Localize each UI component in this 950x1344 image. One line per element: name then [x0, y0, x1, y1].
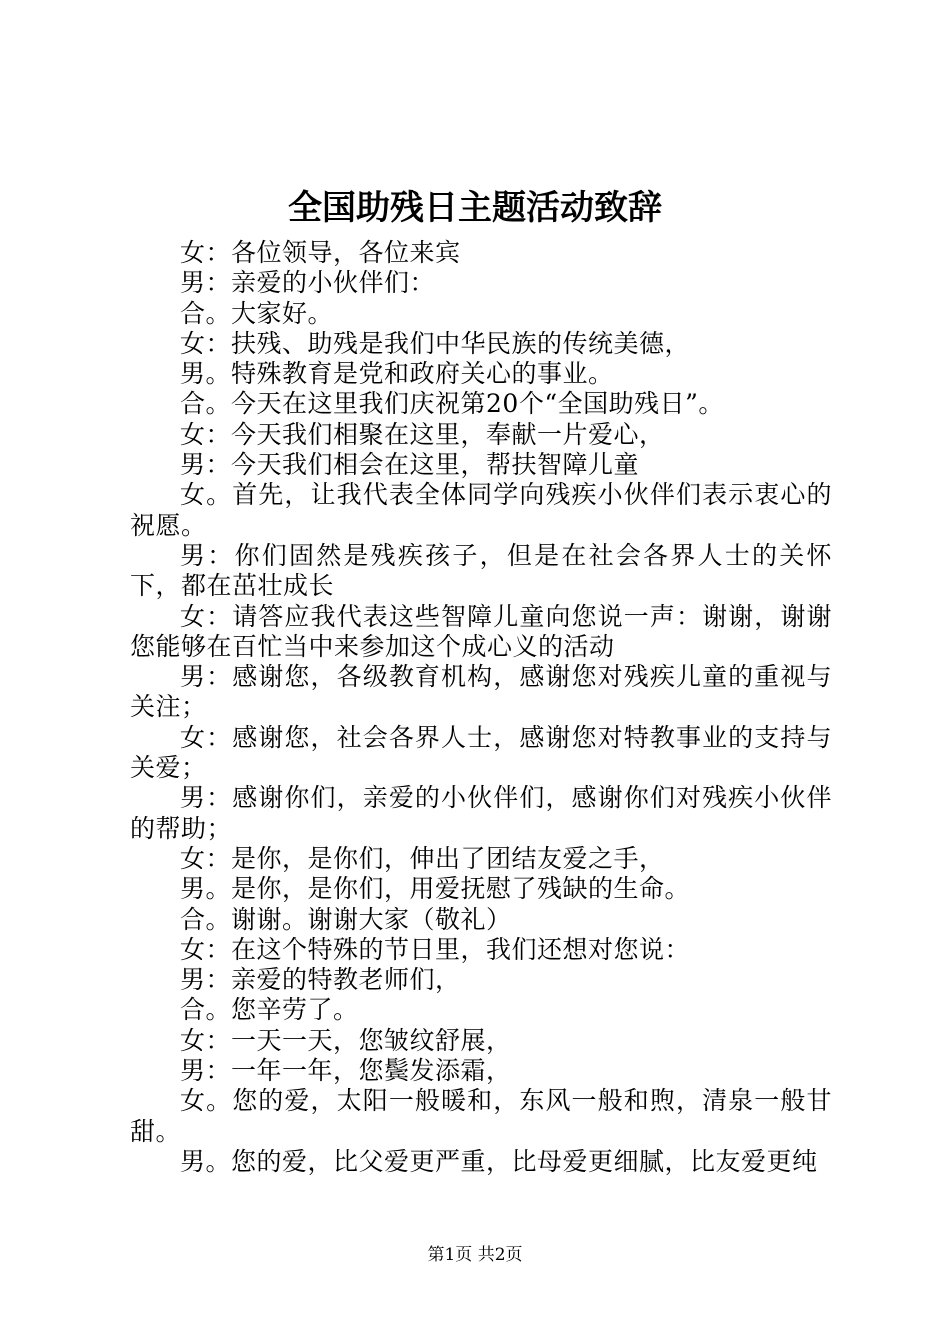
- paragraph: 男：亲爱的特教老师们，: [180, 965, 461, 995]
- paragraph: 男：今天我们相会在这里，帮扶智障儿童: [180, 450, 640, 480]
- paragraph: 女。您的爱，太阳一般暖和，东风一般和煦，清泉一般甘甜。: [130, 1086, 832, 1146]
- paragraph: 女：请答应我代表这些智障儿童向您说一声：谢谢，谢谢您能够在百忙当中来参加这个成心义的活动: [130, 601, 832, 661]
- paragraph: 女：扶残、助残是我们中华民族的传统美德，: [180, 328, 691, 358]
- paragraph: 女：是你，是你们，伸出了团结友爱之手，: [180, 843, 665, 873]
- paragraph: 男。您的爱，比父爱更严重，比母爱更细腻，比友爱更纯: [180, 1146, 818, 1176]
- paragraph: 女：感谢您，社会各界人士，感谢您对特教事业的支持与关爱；: [130, 722, 832, 783]
- document-body: [130, 238, 832, 1177]
- paragraph: 合。谢谢。谢谢大家（敬礼）: [180, 904, 512, 934]
- paragraph: 女：一天一天，您皱纹舒展，: [180, 1025, 512, 1055]
- paragraph: 女。首先，让我代表全体同学向残疾小伙伴们表示衷心的祝愿。: [130, 480, 832, 540]
- page-footer: 第1页 共2页: [427, 1245, 523, 1265]
- paragraph: 男：一年一年，您鬓发添霜，: [180, 1056, 512, 1086]
- paragraph: 男。是你，是你们，用爱抚慰了残缺的生命。: [180, 874, 691, 904]
- paragraph: 女：今天我们相聚在这里，奉献一片爱心，: [180, 419, 665, 449]
- paragraph: 女：各位领导，各位来宾: [180, 238, 461, 267]
- paragraph: 男：感谢你们，亲爱的小伙伴们，感谢你们对残疾小伙伴的帮助；: [130, 783, 832, 843]
- paragraph: 女：在这个特殊的节日里，我们还想对您说：: [180, 934, 691, 964]
- document-title: 全国助残日主题活动致辞: [288, 188, 662, 228]
- paragraph: 男：感谢您，各级教育机构，感谢您对残疾儿童的重视与关注；: [130, 662, 832, 722]
- paragraph: 男：你们固然是残疾孩子，但是在社会各界人士的关怀下，都在茁壮成长: [130, 540, 832, 601]
- paragraph: 合。您辛劳了。: [180, 995, 359, 1025]
- paragraph: 男。特殊教育是党和政府关心的事业。: [180, 359, 614, 389]
- paragraph: 合。大家好。: [180, 298, 334, 328]
- paragraph: 男：亲爱的小伙伴们：: [180, 268, 436, 298]
- paragraph: 合。今天在这里我们庆祝第20个“全国助残日”。: [180, 389, 724, 419]
